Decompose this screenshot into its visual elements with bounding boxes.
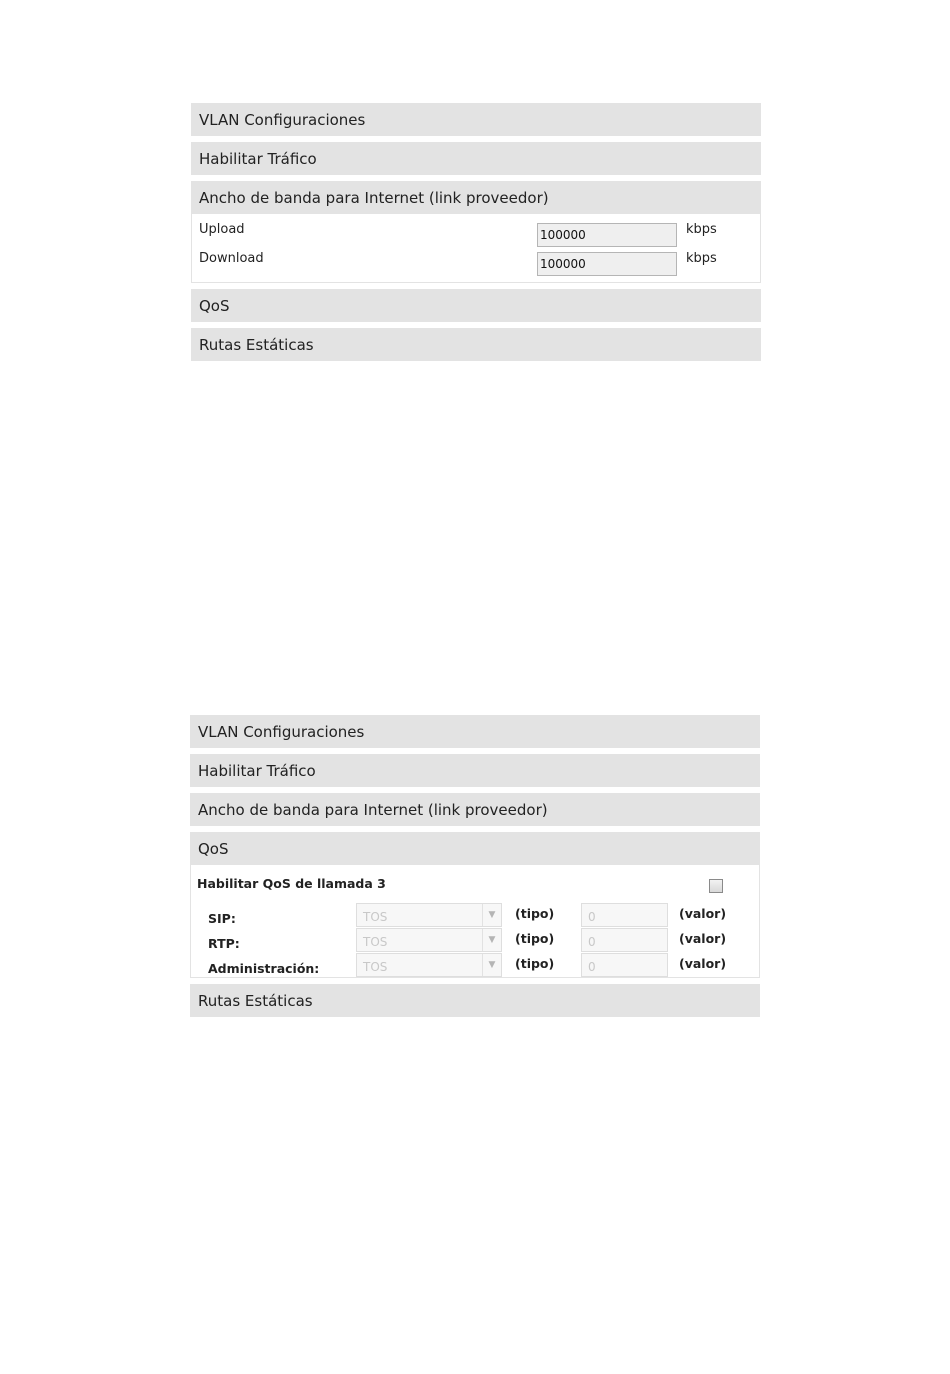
qos-valor-label: (valor)	[679, 906, 727, 921]
qos-type-value: TOS	[363, 935, 388, 949]
download-unit: kbps	[686, 251, 717, 266]
qos-tipo-label: (tipo)	[515, 956, 555, 971]
upload-unit: kbps	[686, 222, 717, 237]
section-qos	[191, 289, 761, 322]
qos-enable-label: Habilitar QoS de llamada 3	[197, 876, 386, 891]
qos-value-input[interactable]: 0	[581, 903, 668, 927]
qos-row-rtp	[191, 928, 759, 953]
section-ancho-banda	[191, 181, 761, 214]
qos-valor-label: (valor)	[679, 956, 727, 971]
section-trafico	[190, 754, 760, 787]
qos-enable-checkbox[interactable]	[709, 879, 723, 893]
section-header-ancho-banda[interactable]: Ancho de banda para Internet (link proveedor)	[191, 181, 761, 214]
section-header-vlan[interactable]: VLAN Configuraciones	[190, 715, 760, 748]
section-header-trafico[interactable]: Habilitar Tráfico	[191, 142, 761, 175]
section-vlan	[191, 103, 761, 136]
section-header-rutas[interactable]: Rutas Estáticas	[191, 328, 761, 361]
qos-row-label: Administración:	[208, 961, 320, 976]
qos-tipo-label: (tipo)	[515, 931, 555, 946]
qos-row-administracion	[191, 953, 759, 978]
chevron-down-icon: ▼	[482, 929, 501, 951]
qos-row-label: RTP:	[208, 936, 240, 951]
section-header-rutas[interactable]: Rutas Estáticas	[190, 984, 760, 1017]
section-qos	[190, 832, 760, 865]
section-rutas	[190, 984, 760, 1017]
section-ancho-banda	[190, 793, 760, 826]
qos-row-sip	[191, 903, 759, 928]
qos-type-select[interactable]	[356, 903, 502, 927]
chevron-down-icon: ▼	[482, 904, 501, 926]
qos-type-select[interactable]	[356, 953, 502, 977]
section-header-vlan[interactable]: VLAN Configuraciones	[191, 103, 761, 136]
qos-type-value: TOS	[363, 910, 388, 924]
upload-row	[192, 220, 760, 249]
qos-row-label: SIP:	[208, 911, 236, 926]
section-header-ancho-banda[interactable]: Ancho de banda para Internet (link proveedor)	[190, 793, 760, 826]
qos-type-select[interactable]	[356, 928, 502, 952]
qos-body	[190, 865, 760, 978]
upload-label: Upload	[199, 222, 245, 237]
qos-value-input[interactable]: 0	[581, 928, 668, 952]
section-vlan	[190, 715, 760, 748]
section-header-trafico[interactable]: Habilitar Tráfico	[190, 754, 760, 787]
download-input[interactable]: 100000	[537, 252, 677, 276]
qos-value-input[interactable]: 0	[581, 953, 668, 977]
chevron-down-icon: ▼	[482, 954, 501, 976]
qos-tipo-label: (tipo)	[515, 906, 555, 921]
upload-input[interactable]: 100000	[537, 223, 677, 247]
settings-panel-qos-expanded	[190, 715, 760, 1023]
section-trafico	[191, 142, 761, 175]
download-row	[192, 249, 760, 278]
section-rutas	[191, 328, 761, 361]
bandwidth-body	[191, 214, 761, 283]
section-header-qos[interactable]: QoS	[191, 289, 761, 322]
qos-type-value: TOS	[363, 960, 388, 974]
qos-valor-label: (valor)	[679, 931, 727, 946]
section-header-qos[interactable]: QoS	[190, 832, 760, 865]
download-label: Download	[199, 251, 264, 266]
settings-panel-bandwidth-expanded	[191, 103, 761, 367]
